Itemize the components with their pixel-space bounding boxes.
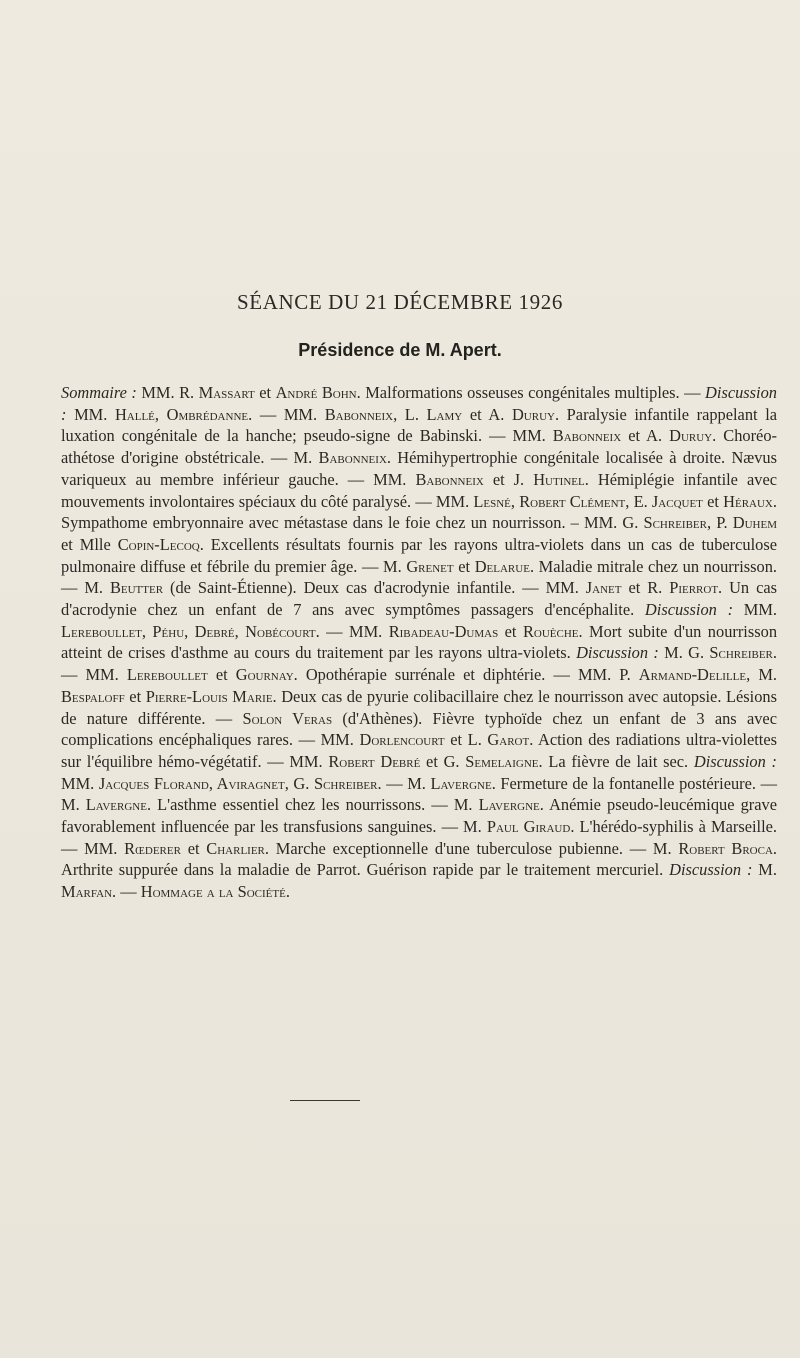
section-label: Discussion : bbox=[693, 751, 777, 771]
author-name: Schreiber bbox=[313, 773, 378, 793]
summary-text: et bbox=[254, 383, 276, 402]
summary-text: . Deux cas de pyurie colibacillaire chez le nourrisson avec autopsie. Lésions de nature différente. — bbox=[61, 686, 777, 728]
author-name: Pierrot bbox=[669, 578, 719, 598]
summary-text: . bbox=[285, 882, 290, 902]
author-name: Babonneix bbox=[552, 426, 622, 446]
author-name: Lavergne bbox=[430, 773, 492, 793]
summary-text: , L. bbox=[393, 404, 427, 424]
author-name: Hutinel bbox=[533, 469, 585, 489]
summary-text: et bbox=[124, 686, 146, 706]
author-name: Duruy bbox=[511, 404, 555, 424]
summary-text: et A. bbox=[462, 404, 512, 424]
summary-text: . L'asthme essentiel chez les nourrissons. — M. bbox=[146, 795, 479, 815]
section-label: Discussion : bbox=[669, 860, 753, 880]
summary-text: . — M. bbox=[377, 773, 431, 793]
summary-text: . Mort subite d'un nourrisson atteint de crises d'asthme au cours du traitement par les rayons ultra-violets. bbox=[61, 621, 778, 663]
author-name: Massart bbox=[198, 383, 255, 402]
summary-text: . Malformations osseuses congénitales multiples. — bbox=[356, 383, 706, 402]
presidency-line: Présidence de M. Apert. bbox=[298, 340, 502, 360]
author-name: Dorlencourt bbox=[359, 730, 445, 750]
summary-text: , P. bbox=[706, 513, 733, 533]
author-name: Delarue bbox=[474, 556, 530, 576]
author-name: Grenet bbox=[406, 556, 454, 576]
summary-text: , G. bbox=[284, 773, 314, 793]
author-name: Ribadeau-Dumas bbox=[388, 621, 499, 641]
author-name: Marfan bbox=[61, 882, 113, 902]
summary-text: . Marche exceptionnelle d'une tuberculose pubienne. — M. bbox=[264, 838, 679, 858]
summary-text: . Paralysie infantile rappelant la luxation congénitale de la hanche; pseudo-signe de Babinski. — MM. bbox=[61, 404, 778, 446]
summary-text: et A. bbox=[621, 426, 670, 446]
author-name: Solon Veras bbox=[242, 708, 333, 728]
session-summary bbox=[61, 382, 777, 903]
author-name: Schreiber bbox=[643, 513, 707, 533]
author-name: Pierre-Louis Marie bbox=[145, 686, 273, 706]
author-name: Jacquet bbox=[651, 491, 703, 511]
author-name: Lavergne bbox=[85, 795, 147, 815]
author-name: Babonneix bbox=[415, 469, 484, 489]
author-name: Lesné, Robert Clément bbox=[473, 491, 626, 511]
author-name: Gournay bbox=[235, 665, 294, 685]
author-name: Lereboullet bbox=[126, 665, 208, 685]
author-name: Héraux bbox=[723, 491, 773, 511]
author-name: Semelaigne bbox=[465, 751, 539, 771]
section-label: Discussion : bbox=[61, 383, 777, 424]
author-name: Schreiber bbox=[709, 643, 773, 663]
author-name: Robert Broca bbox=[678, 838, 773, 858]
separator-rule bbox=[290, 1100, 360, 1101]
author-name: Hallé, Ombrédanne bbox=[114, 404, 249, 424]
summary-text: . La fièvre de lait sec. bbox=[538, 751, 694, 771]
author-name: Lereboullet, Péhu, Debré, Nobécourt bbox=[61, 621, 316, 641]
summary-text: , E. bbox=[625, 491, 652, 511]
summary-text: . Opothérapie surrénale et diphtérie. — MM. P. bbox=[293, 665, 639, 685]
author-name: Babonneix bbox=[324, 404, 394, 424]
summary-text: MM. bbox=[66, 404, 115, 424]
summary-text: . — MM. bbox=[248, 404, 325, 424]
summary-text: . Hémihypertrophie congénitale localisée à droite. Nævus variqueux au membre inférieur gauche. — MM. bbox=[61, 448, 777, 489]
summary-text: (d'Athènes). Fièvre typhoïde chez un enfant de 3 ans avec complications encéphaliques rares. — MM. bbox=[61, 708, 777, 750]
author-name: Rœderer bbox=[124, 838, 181, 858]
summary-text: et bbox=[498, 621, 523, 641]
author-name: Duhem bbox=[732, 513, 777, 533]
summary-text: . L'hérédo-syphilis à Marseille. — MM. bbox=[61, 817, 778, 858]
section-label: Discussion : bbox=[576, 643, 659, 663]
author-name: Rouèche bbox=[522, 621, 579, 641]
author-name: Jacques Florand, Aviragnet bbox=[98, 773, 285, 793]
summary-text: et Mlle bbox=[61, 534, 118, 554]
summary-text: . Maladie mitrale chez un nourrisson. — M. bbox=[61, 556, 777, 598]
summary-text: . — bbox=[112, 882, 141, 902]
author-name: Duruy bbox=[669, 426, 713, 446]
session-title: SÉANCE DU 21 DÉCEMBRE 1926 bbox=[237, 290, 563, 314]
summary-text: et bbox=[453, 556, 475, 576]
author-name: Paul Giraud bbox=[486, 817, 571, 837]
author-name: Armand-Delille bbox=[638, 665, 747, 685]
section-label: Discussion : bbox=[644, 600, 734, 620]
author-name: Janet bbox=[585, 578, 622, 598]
summary-text: . Choréoathétose d'origine obstétricale. — M. bbox=[61, 426, 777, 468]
summary-text: . — MM. bbox=[315, 621, 389, 641]
summary-text: . Excellents résultats fournis par les rayons ultra-violets dans un cas de tuberculose pulmonaire diffuse et fébrile du premier âge. — M. bbox=[61, 534, 778, 576]
summary-text: et L. bbox=[444, 730, 488, 750]
summary-text: et bbox=[702, 491, 724, 511]
summary-text: MM. R. bbox=[136, 383, 199, 402]
author-name: Charlier bbox=[206, 838, 265, 858]
summary-text: . — MM. bbox=[61, 643, 777, 685]
author-name: Robert Debré bbox=[328, 751, 421, 771]
author-name: Hommage a la Société bbox=[140, 882, 286, 902]
summary-text: . Fermeture de la fontanelle postérieure. — M. bbox=[61, 773, 778, 815]
author-name: André Bohn bbox=[275, 383, 357, 402]
summary-text: MM. bbox=[61, 773, 99, 793]
author-name: Lavergne bbox=[478, 795, 540, 815]
summary-text: (de Saint-Étienne). Deux cas d'acrodynie infantile. — MM. bbox=[163, 578, 586, 598]
author-name: Babonneix bbox=[318, 448, 387, 468]
summary-text: et bbox=[180, 838, 207, 858]
summary-text: M. bbox=[752, 860, 777, 880]
summary-text: . Anémie pseudo-leucémique grave favorablement influencée par les transfusions sanguines. — M. bbox=[61, 795, 777, 837]
author-name: Bespaloff bbox=[61, 686, 125, 706]
author-name: Lamy bbox=[426, 404, 463, 424]
summary-text: . Arthrite suppurée dans la maladie de Parrot. Guérison rapide par le traitement mercuriel. bbox=[61, 838, 778, 880]
summary-text: et J. bbox=[483, 469, 534, 489]
summary-text: . Sympathome embryonnaire avec métastase dans le foie chez un nourrisson. – MM. G. bbox=[61, 491, 777, 533]
author-name: Beutter bbox=[109, 578, 164, 598]
section-label: Sommaire : bbox=[61, 383, 137, 402]
summary-text: et R. bbox=[621, 578, 670, 598]
summary-text: , M. bbox=[746, 665, 777, 685]
summary-text: et G. bbox=[420, 751, 466, 771]
summary-text: . Action des radiations ultra-violettes sur l'équilibre hémo-végétatif. — MM. bbox=[61, 730, 778, 771]
summary-text: . Un cas d'acrodynie chez un enfant de 7 ans avec symptômes passagers d'encéphalite. bbox=[61, 578, 777, 620]
author-name: Copin-Lecoq bbox=[117, 534, 200, 554]
summary-text: . Hémiplégie infantile avec mouvements involontaires spéciaux du côté paralysé. — MM. bbox=[61, 469, 777, 511]
summary-text: M. G. bbox=[658, 643, 710, 663]
summary-text: MM. bbox=[733, 600, 778, 620]
author-name: Garot bbox=[487, 730, 530, 750]
summary-text: et bbox=[207, 665, 236, 685]
